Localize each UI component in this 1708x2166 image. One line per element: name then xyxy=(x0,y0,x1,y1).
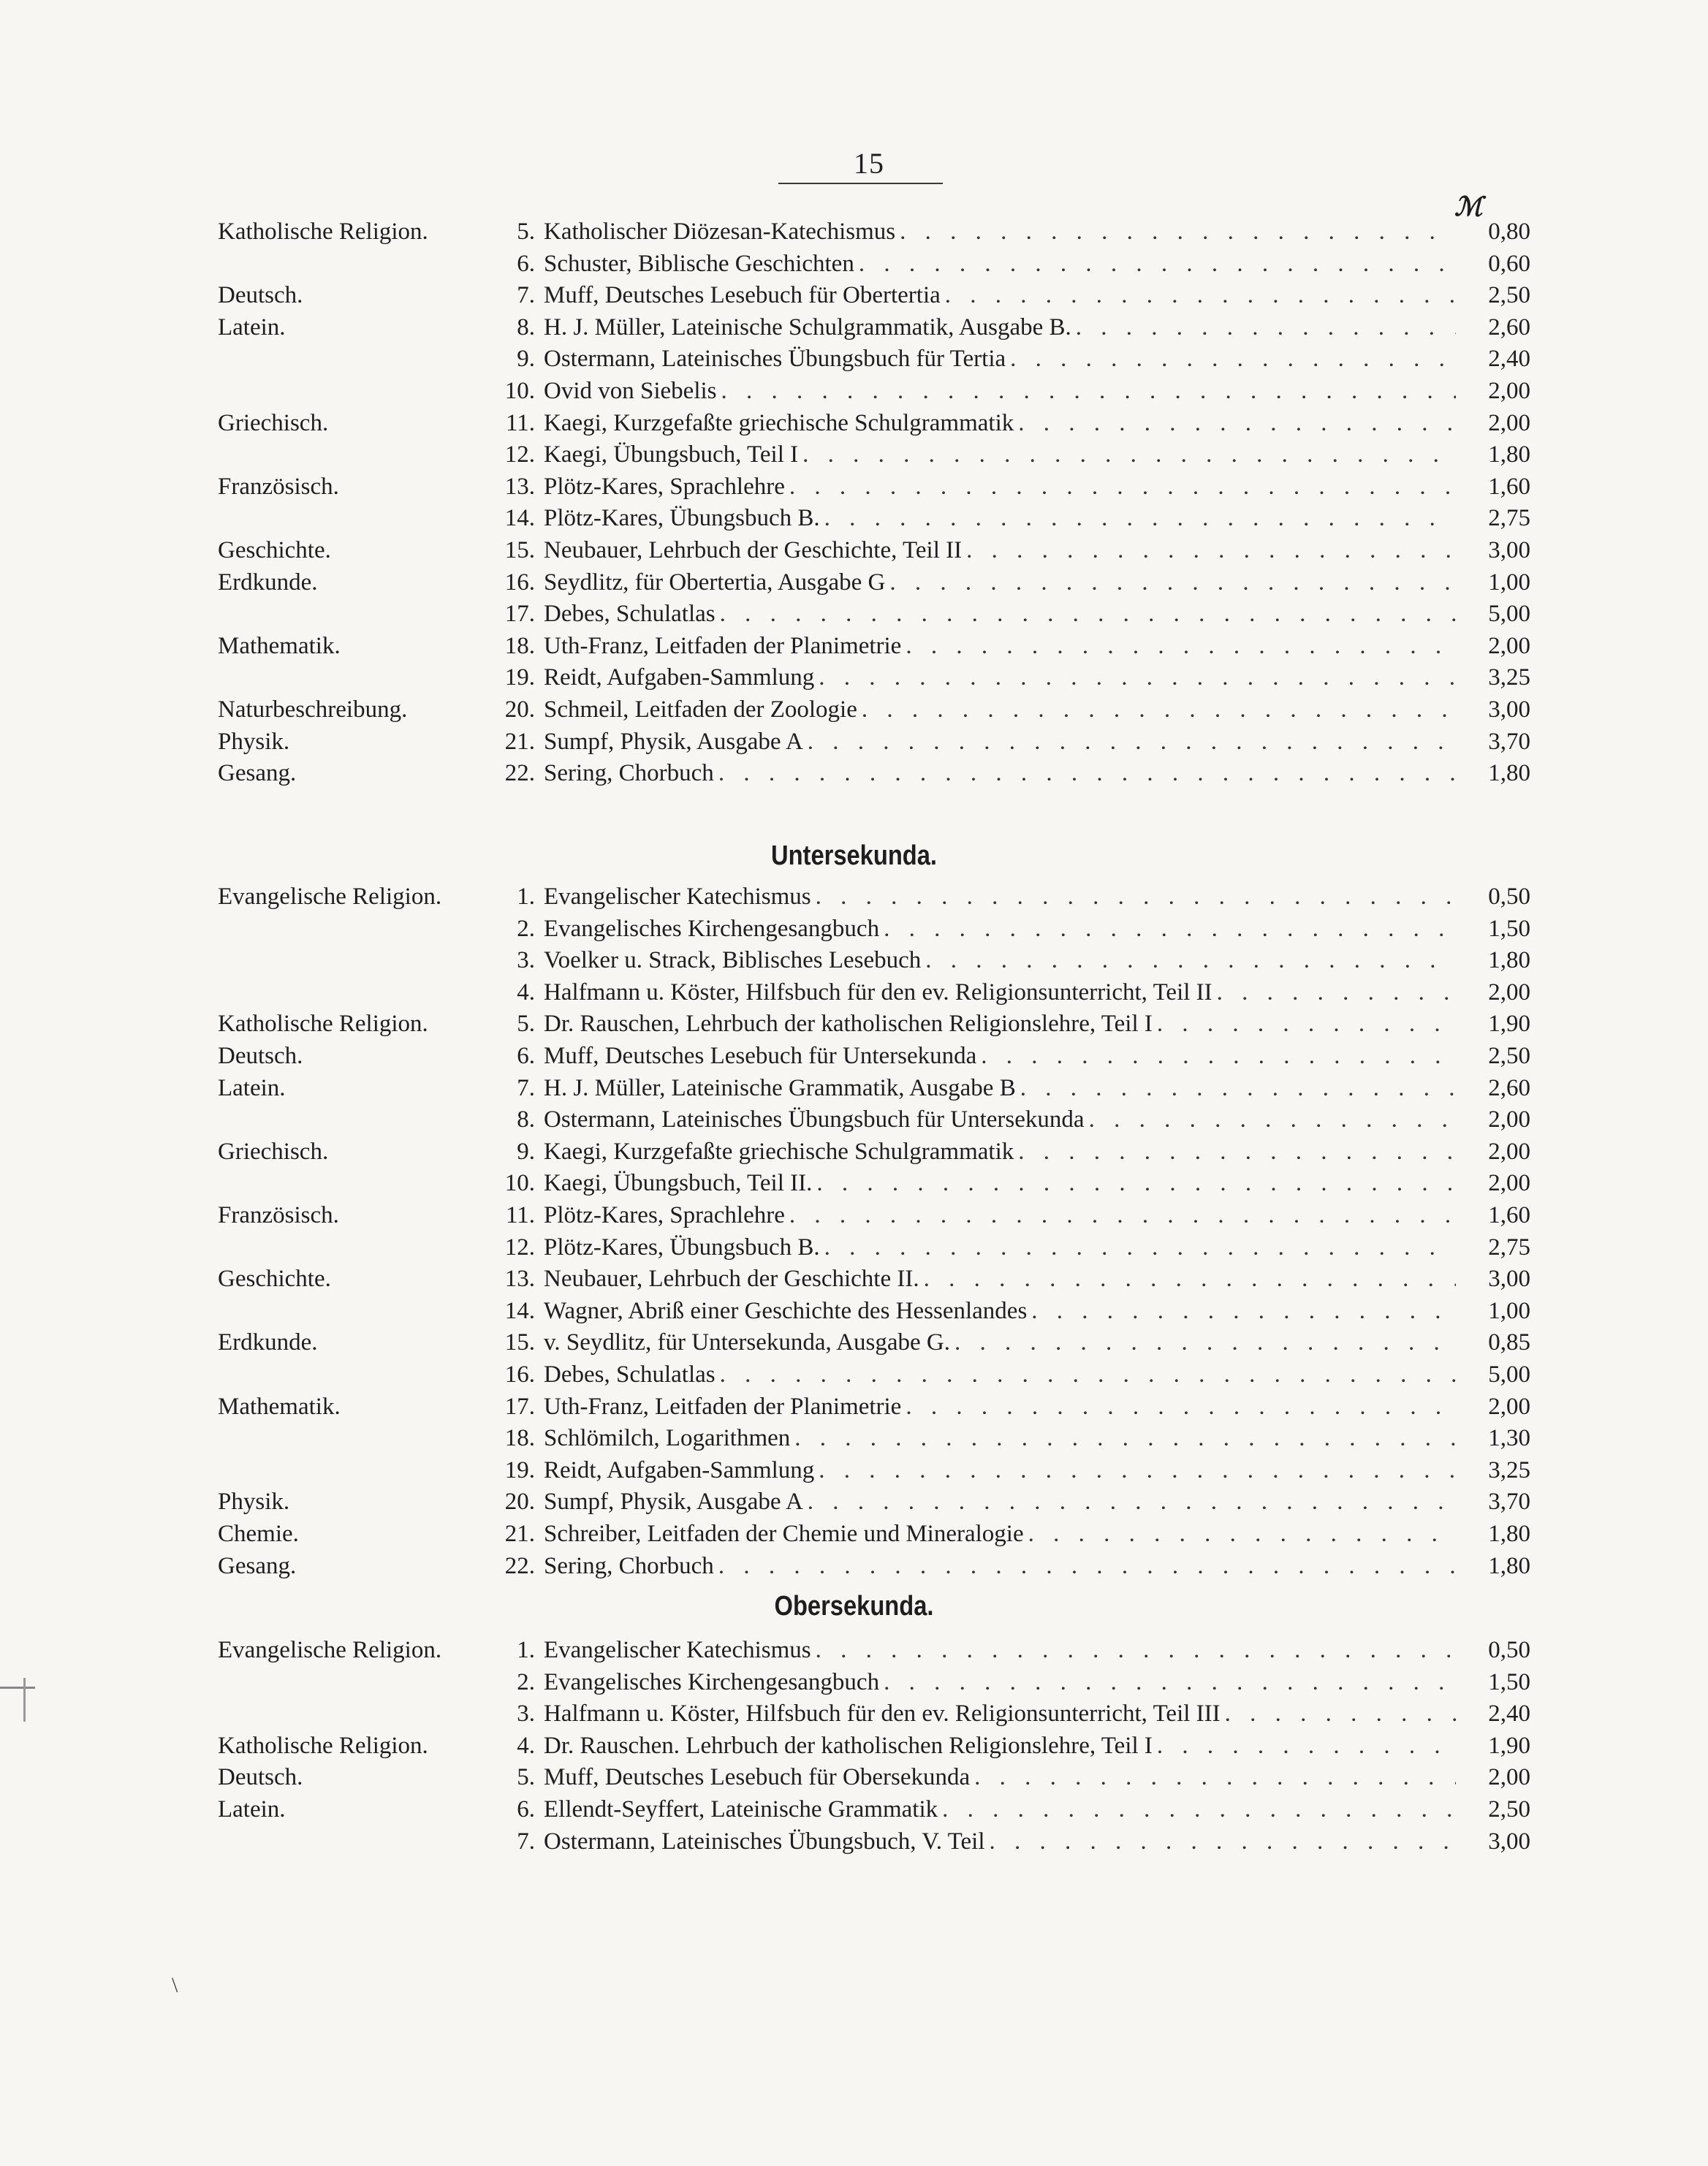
book-entry xyxy=(497,375,1456,407)
dot-leader xyxy=(906,630,1456,662)
book-price: 2,50 xyxy=(1488,1796,1530,1823)
dot-leader xyxy=(884,1666,1456,1698)
book-entry xyxy=(497,1072,1456,1104)
book-title: Schmeil, Leitfaden der Zoologie xyxy=(544,696,857,723)
dot-leader xyxy=(1157,1008,1456,1040)
book-price: 3,00 xyxy=(1488,1828,1530,1855)
book-price: 3,00 xyxy=(1488,1266,1530,1292)
subject-label: Naturbeschreibung. xyxy=(218,696,408,723)
book-number: 11. xyxy=(505,410,535,436)
book-price: 2,00 xyxy=(1488,1394,1530,1420)
dot-leader xyxy=(816,1634,1456,1666)
book-price: 2,75 xyxy=(1488,1234,1530,1261)
dot-leader xyxy=(808,1486,1456,1518)
book-title: Dr. Rauschen. Lehrbuch der katholischen Religionslehre, Teil I xyxy=(544,1733,1153,1759)
subject-label: Katholische Religion. xyxy=(218,1011,428,1037)
book-title: H. J. Müller, Lateinische Grammatik, Ausgabe B xyxy=(544,1075,1016,1101)
book-entry xyxy=(497,1422,1456,1454)
dot-leader xyxy=(819,661,1456,694)
book-price: 2,00 xyxy=(1488,979,1530,1006)
book-entry xyxy=(497,311,1456,343)
book-number: 20. xyxy=(504,1489,535,1515)
subject-label: Mathematik. xyxy=(218,633,341,659)
book-entry xyxy=(497,1040,1456,1072)
subject-label: Deutsch. xyxy=(218,1043,303,1069)
dot-leader xyxy=(1157,1730,1456,1762)
book-price: 1,80 xyxy=(1488,1553,1530,1579)
book-number: 7. xyxy=(517,1075,535,1101)
book-price: 2,00 xyxy=(1488,410,1530,436)
subject-label: Griechisch. xyxy=(218,410,329,436)
book-title: Kaegi, Kurzgefaßte griechische Schulgrammatik xyxy=(544,410,1014,436)
book-title: Plötz-Kares, Übungsbuch B. xyxy=(544,1234,820,1261)
book-price: 3,25 xyxy=(1488,1457,1530,1483)
currency-symbol: ℳ xyxy=(1454,192,1483,221)
book-number: 14. xyxy=(504,505,535,531)
book-number: 11. xyxy=(505,1202,535,1228)
book-entry xyxy=(497,1199,1456,1231)
book-entry xyxy=(497,757,1456,789)
ink-speck: \ xyxy=(172,1973,178,1997)
subject-label: Griechisch. xyxy=(218,1139,329,1165)
page-number: 15 xyxy=(854,147,884,180)
book-title: Muff, Deutsches Lesebuch für Untersekunda xyxy=(544,1043,977,1069)
dot-leader xyxy=(1028,1518,1456,1550)
dot-leader xyxy=(862,694,1456,726)
book-number: 7. xyxy=(517,282,535,308)
book-entry xyxy=(497,1666,1456,1698)
subject-label: Erdkunde. xyxy=(218,569,318,596)
book-price: 2,50 xyxy=(1488,282,1530,308)
book-entry xyxy=(497,1391,1456,1423)
book-number: 6. xyxy=(517,251,535,277)
book-entry xyxy=(497,976,1456,1008)
book-entry xyxy=(497,343,1456,375)
binding-mark xyxy=(0,1687,35,1689)
book-number: 2. xyxy=(517,1669,535,1695)
book-price: 0,85 xyxy=(1488,1329,1530,1356)
book-price: 2,75 xyxy=(1488,505,1530,531)
book-price: 3,00 xyxy=(1488,696,1530,723)
book-entry xyxy=(497,1295,1456,1327)
dot-leader xyxy=(816,1167,1456,1199)
book-number: 18. xyxy=(504,1425,535,1451)
subject-label: Latein. xyxy=(218,1796,286,1823)
book-title: Debes, Schulatlas xyxy=(544,1361,716,1388)
dot-leader xyxy=(981,1040,1456,1072)
subject-label: Deutsch. xyxy=(218,282,303,308)
dot-leader xyxy=(1018,407,1456,439)
book-price: 1,60 xyxy=(1488,1202,1530,1228)
book-title: Dr. Rauschen, Lehrbuch der katholischen Religionslehre, Teil I xyxy=(544,1011,1153,1037)
book-entry xyxy=(497,1263,1456,1295)
book-number: 3. xyxy=(517,947,535,973)
book-number: 16. xyxy=(504,1361,535,1388)
dot-leader xyxy=(884,913,1456,945)
dot-leader xyxy=(1089,1103,1456,1136)
book-price: 3,70 xyxy=(1488,729,1530,755)
book-number: 6. xyxy=(517,1796,535,1823)
book-title: Debes, Schulatlas xyxy=(544,601,716,627)
book-number: 15. xyxy=(504,537,535,563)
dot-leader xyxy=(1217,976,1456,1008)
book-entry xyxy=(497,566,1456,598)
dot-leader xyxy=(924,1263,1456,1295)
book-title: Kaegi, Übungsbuch, Teil II. xyxy=(544,1170,813,1196)
book-entry xyxy=(497,502,1456,534)
book-number: 17. xyxy=(504,601,535,627)
dot-leader xyxy=(974,1761,1456,1793)
book-entry xyxy=(497,944,1456,976)
book-number: 7. xyxy=(517,1828,535,1855)
dot-leader xyxy=(819,1454,1456,1486)
book-entry xyxy=(497,661,1456,694)
book-entry xyxy=(497,1550,1456,1582)
book-title: Neubauer, Lehrbuch der Geschichte II. xyxy=(544,1266,919,1292)
book-number: 1. xyxy=(517,1637,535,1663)
book-price: 2,00 xyxy=(1488,1139,1530,1165)
page-number-rule xyxy=(778,183,943,184)
book-number: 5. xyxy=(517,218,535,245)
book-price: 3,25 xyxy=(1488,664,1530,691)
book-title: Evangelischer Katechismus xyxy=(544,1637,811,1663)
book-title: Evangelisches Kirchengesangbuch xyxy=(544,1669,880,1695)
book-title: Plötz-Kares, Sprachlehre xyxy=(544,474,785,500)
book-entry xyxy=(497,1518,1456,1550)
subject-label: Französisch. xyxy=(218,1202,339,1228)
book-title: Sumpf, Physik, Ausgabe A xyxy=(544,1489,803,1515)
book-number: 20. xyxy=(504,696,535,723)
book-number: 14. xyxy=(504,1298,535,1324)
book-price: 5,00 xyxy=(1488,1361,1530,1388)
book-number: 2. xyxy=(517,916,535,942)
dot-leader xyxy=(1076,311,1456,343)
book-title: Reidt, Aufgaben-Sammlung xyxy=(544,1457,815,1483)
book-title: Katholischer Diözesan-Katechismus xyxy=(544,218,896,245)
dot-leader xyxy=(824,502,1456,534)
book-number: 5. xyxy=(517,1764,535,1790)
dot-leader xyxy=(942,1793,1456,1825)
book-title: Plötz-Kares, Sprachlehre xyxy=(544,1202,785,1228)
book-number: 21. xyxy=(504,1521,535,1547)
book-title: Evangelischer Katechismus xyxy=(544,884,811,910)
book-title: Schreiber, Leitfaden der Chemie und Mineralogie xyxy=(544,1521,1024,1547)
book-price: 1,50 xyxy=(1488,916,1530,942)
book-number: 5. xyxy=(517,1011,535,1037)
subject-label: Physik. xyxy=(218,729,290,755)
book-entry xyxy=(497,1358,1456,1391)
dot-leader xyxy=(1020,1072,1456,1104)
subject-label: Geschichte. xyxy=(218,537,331,563)
book-title: Wagner, Abriß einer Geschichte des Hessenlandes xyxy=(544,1298,1028,1324)
book-price: 2,60 xyxy=(1488,1075,1530,1101)
book-entry xyxy=(497,1825,1456,1858)
book-price: 0,60 xyxy=(1488,251,1530,277)
book-title: Kaegi, Übungsbuch, Teil I xyxy=(544,441,799,468)
book-number: 1. xyxy=(517,884,535,910)
book-title: Voelker u. Strack, Biblisches Lesebuch xyxy=(544,947,922,973)
subject-label: Katholische Religion. xyxy=(218,1733,428,1759)
book-number: 12. xyxy=(504,1234,535,1261)
book-price: 2,00 xyxy=(1488,1106,1530,1133)
subject-label: Chemie. xyxy=(218,1521,299,1547)
book-title: Ostermann, Lateinisches Übungsbuch für Tertia xyxy=(544,346,1006,372)
book-number: 19. xyxy=(504,664,535,691)
book-number: 13. xyxy=(504,1266,535,1292)
book-number: 6. xyxy=(517,1043,535,1069)
book-title: Ovid von Siebelis xyxy=(544,378,717,404)
book-price: 2,00 xyxy=(1488,378,1530,404)
book-entry xyxy=(497,913,1456,945)
dot-leader xyxy=(1018,1136,1456,1168)
book-price: 3,70 xyxy=(1488,1489,1530,1515)
book-price: 1,50 xyxy=(1488,1669,1530,1695)
dot-leader xyxy=(859,248,1456,280)
book-title: Uth-Franz, Leitfaden der Planimetrie xyxy=(544,1394,902,1420)
dot-leader xyxy=(954,1326,1456,1358)
book-title: Halfmann u. Köster, Hilfsbuch für den ev. Religionsunterricht, Teil III xyxy=(544,1700,1221,1727)
book-number: 4. xyxy=(517,979,535,1006)
dot-leader xyxy=(720,1358,1456,1391)
book-entry xyxy=(497,1136,1456,1168)
dot-leader xyxy=(990,1825,1456,1858)
dot-leader xyxy=(718,1550,1456,1582)
book-entry xyxy=(497,438,1456,471)
book-price: 0,50 xyxy=(1488,1637,1530,1663)
book-number: 19. xyxy=(504,1457,535,1483)
subject-label: Gesang. xyxy=(218,760,297,786)
subject-label: Physik. xyxy=(218,1489,290,1515)
dot-leader xyxy=(1225,1698,1456,1730)
book-title: Sumpf, Physik, Ausgabe A xyxy=(544,729,803,755)
book-entry xyxy=(497,534,1456,566)
book-price: 2,00 xyxy=(1488,1170,1530,1196)
subject-label: Evangelische Religion. xyxy=(218,1637,442,1663)
book-title: Uth-Franz, Leitfaden der Planimetrie xyxy=(544,633,902,659)
book-entry xyxy=(497,1698,1456,1730)
book-number: 17. xyxy=(504,1394,535,1420)
book-number: 22. xyxy=(504,1553,535,1579)
book-entry xyxy=(497,471,1456,503)
book-number: 8. xyxy=(517,314,535,341)
book-title: Sering, Chorbuch xyxy=(544,1553,714,1579)
dot-leader xyxy=(925,944,1456,976)
dot-leader xyxy=(889,566,1456,598)
book-title: Halfmann u. Köster, Hilfsbuch für den ev. Religionsunterricht, Teil II xyxy=(544,979,1212,1006)
book-price: 2,60 xyxy=(1488,314,1530,341)
book-price: 5,00 xyxy=(1488,601,1530,627)
dot-leader xyxy=(789,471,1456,503)
book-number: 3. xyxy=(517,1700,535,1727)
book-entry xyxy=(497,630,1456,662)
book-price: 1,90 xyxy=(1488,1011,1530,1037)
section-heading: Untersekunda. xyxy=(770,840,938,871)
book-price: 2,40 xyxy=(1488,1700,1530,1727)
book-entry xyxy=(497,1486,1456,1518)
book-entry xyxy=(497,279,1456,311)
dot-leader xyxy=(794,1422,1456,1454)
book-price: 0,50 xyxy=(1488,884,1530,910)
book-price: 1,00 xyxy=(1488,569,1530,596)
dot-leader xyxy=(1010,343,1456,375)
book-number: 9. xyxy=(517,346,535,372)
book-title: Neubauer, Lehrbuch der Geschichte, Teil II xyxy=(544,537,963,563)
book-entry xyxy=(497,1730,1456,1762)
book-entry xyxy=(497,1008,1456,1040)
book-price: 2,00 xyxy=(1488,633,1530,659)
book-price: 2,50 xyxy=(1488,1043,1530,1069)
subject-label: Geschichte. xyxy=(218,1266,331,1292)
book-entry xyxy=(497,1231,1456,1264)
book-price: 1,80 xyxy=(1488,1521,1530,1547)
dot-leader xyxy=(789,1199,1456,1231)
book-number: 18. xyxy=(504,633,535,659)
subject-label: Mathematik. xyxy=(218,1394,341,1420)
subject-label: Evangelische Religion. xyxy=(218,884,442,910)
book-title: Schlömilch, Logarithmen xyxy=(544,1425,791,1451)
book-price: 0,80 xyxy=(1488,218,1530,245)
book-title: Seydlitz, für Obertertia, Ausgabe G xyxy=(544,569,886,596)
dot-leader xyxy=(906,1391,1456,1423)
book-title: Ostermann, Lateinisches Übungsbuch für Untersekunda xyxy=(544,1106,1085,1133)
book-number: 8. xyxy=(517,1106,535,1133)
book-title: Muff, Deutsches Lesebuch für Obersekunda xyxy=(544,1764,971,1790)
book-entry xyxy=(497,726,1456,758)
book-entry xyxy=(497,248,1456,280)
book-price: 1,60 xyxy=(1488,474,1530,500)
book-title: Reidt, Aufgaben-Sammlung xyxy=(544,664,815,691)
dot-leader xyxy=(966,534,1456,566)
dot-leader xyxy=(802,438,1456,471)
book-title: v. Seydlitz, für Untersekunda, Ausgabe G. xyxy=(544,1329,950,1356)
book-number: 12. xyxy=(504,441,535,468)
dot-leader xyxy=(816,881,1456,913)
book-title: H. J. Müller, Lateinische Schulgrammatik, Ausgabe B. xyxy=(544,314,1071,341)
section-heading: Obersekunda. xyxy=(774,1591,934,1622)
book-number: 4. xyxy=(517,1733,535,1759)
book-entry xyxy=(497,1793,1456,1825)
book-price: 1,80 xyxy=(1488,947,1530,973)
book-title: Ellendt-Seyffert, Lateinische Grammatik xyxy=(544,1796,938,1823)
dot-leader xyxy=(718,757,1456,789)
book-entry xyxy=(497,694,1456,726)
book-entry xyxy=(497,598,1456,630)
subject-label: Latein. xyxy=(218,314,286,341)
subject-label: Erdkunde. xyxy=(218,1329,318,1356)
book-price: 1,30 xyxy=(1488,1425,1530,1451)
book-title: Plötz-Kares, Übungsbuch B. xyxy=(544,505,820,531)
book-number: 15. xyxy=(504,1329,535,1356)
book-entry xyxy=(497,1167,1456,1199)
book-price: 1,00 xyxy=(1488,1298,1530,1324)
book-price: 1,80 xyxy=(1488,760,1530,786)
dot-leader xyxy=(721,375,1457,407)
book-entry xyxy=(497,407,1456,439)
book-price: 2,40 xyxy=(1488,346,1530,372)
book-title: Muff, Deutsches Lesebuch für Obertertia xyxy=(544,282,941,308)
dot-leader xyxy=(808,726,1456,758)
book-entry xyxy=(497,1103,1456,1136)
book-entry xyxy=(497,1454,1456,1486)
subject-label: Deutsch. xyxy=(218,1764,303,1790)
subject-label: Latein. xyxy=(218,1075,286,1101)
book-entry xyxy=(497,216,1456,248)
book-title: Evangelisches Kirchengesangbuch xyxy=(544,916,880,942)
dot-leader xyxy=(1031,1295,1456,1327)
dot-leader xyxy=(945,279,1456,311)
subject-label: Gesang. xyxy=(218,1553,297,1579)
book-number: 22. xyxy=(504,760,535,786)
book-entry xyxy=(497,1634,1456,1666)
book-entry xyxy=(497,1326,1456,1358)
book-price: 1,90 xyxy=(1488,1733,1530,1759)
book-entry xyxy=(497,881,1456,913)
book-number: 9. xyxy=(517,1139,535,1165)
book-number: 16. xyxy=(504,569,535,596)
book-price: 2,00 xyxy=(1488,1764,1530,1790)
book-price: 1,80 xyxy=(1488,441,1530,468)
binding-mark-vertical xyxy=(23,1678,26,1722)
dot-leader xyxy=(720,598,1456,630)
dot-leader xyxy=(824,1231,1456,1264)
book-number: 21. xyxy=(504,729,535,755)
book-number: 10. xyxy=(504,1170,535,1196)
dot-leader xyxy=(900,216,1456,248)
book-title: Schuster, Biblische Geschichten xyxy=(544,251,854,277)
book-number: 10. xyxy=(504,378,535,404)
book-number: 13. xyxy=(504,474,535,500)
subject-label: Katholische Religion. xyxy=(218,218,428,245)
subject-label: Französisch. xyxy=(218,474,339,500)
book-title: Sering, Chorbuch xyxy=(544,760,714,786)
book-title: Ostermann, Lateinisches Übungsbuch, V. Teil xyxy=(544,1828,985,1855)
book-entry xyxy=(497,1761,1456,1793)
book-title: Kaegi, Kurzgefaßte griechische Schulgrammatik xyxy=(544,1139,1014,1165)
book-price: 3,00 xyxy=(1488,537,1530,563)
